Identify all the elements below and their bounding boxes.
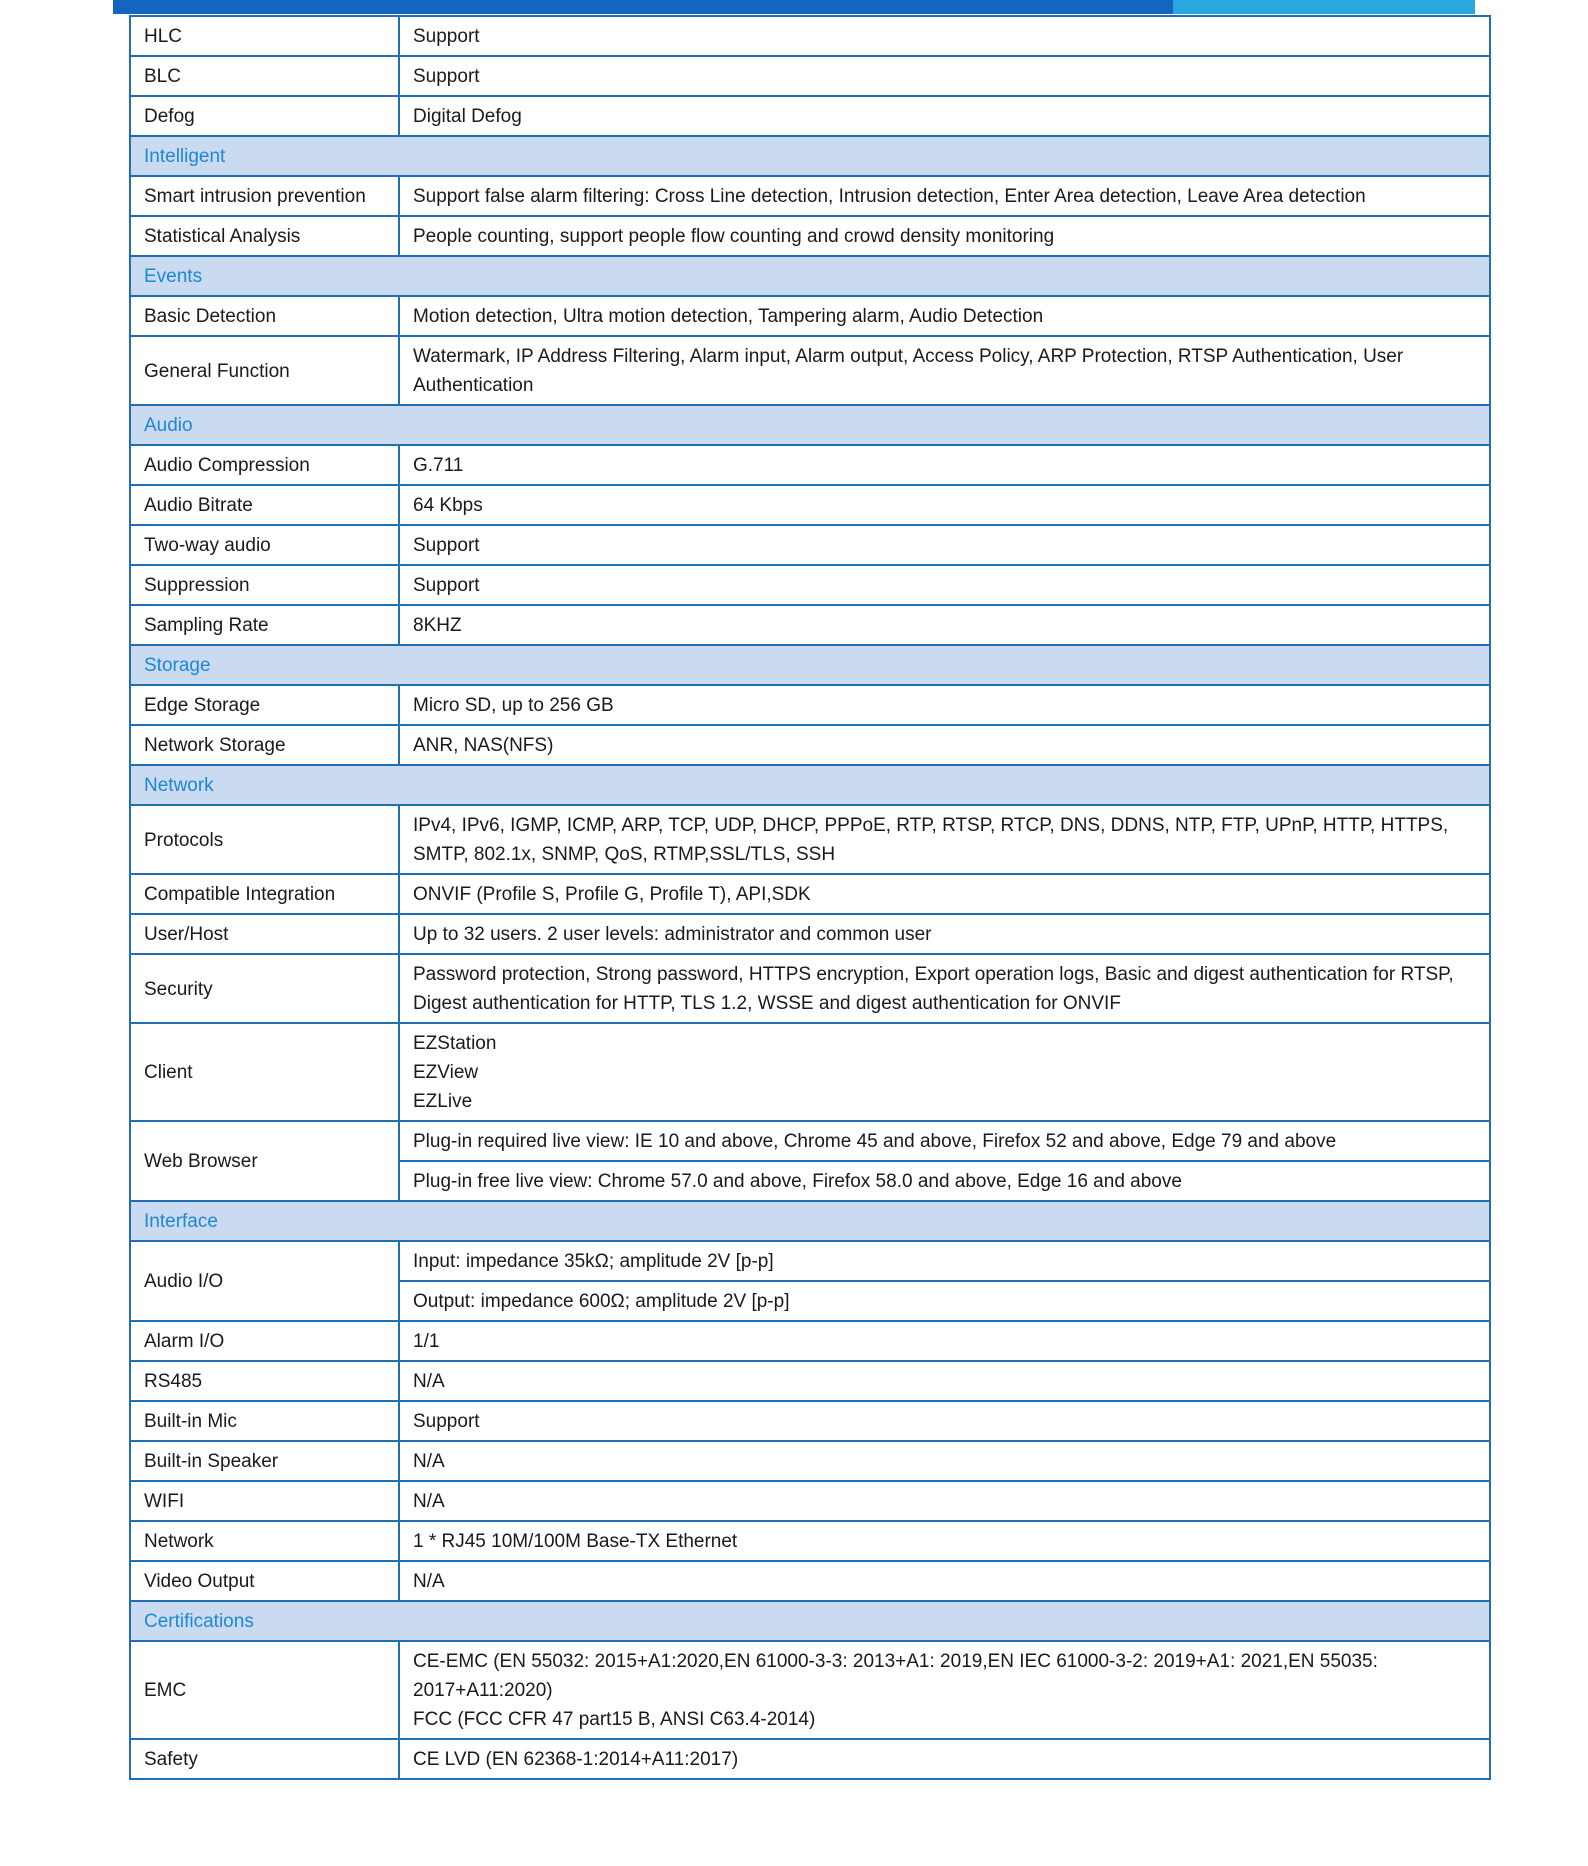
spec-row-built-in-mic <box>130 1401 1490 1441</box>
spec-label: Video Output <box>130 1561 399 1601</box>
spec-label: Edge Storage <box>130 685 399 725</box>
spec-row-client <box>130 1023 1490 1121</box>
spec-row-general-function <box>130 336 1490 405</box>
section-row-certifications <box>130 1601 1490 1641</box>
spec-label: Sampling Rate <box>130 605 399 645</box>
section-title: Events <box>130 256 1490 296</box>
spec-table-body <box>130 16 1490 1779</box>
spec-row-web-browser <box>130 1121 1490 1161</box>
spec-label: General Function <box>130 336 399 405</box>
spec-row-emc <box>130 1641 1490 1739</box>
spec-value: 8KHZ <box>399 605 1490 645</box>
spec-value: Plug-in required live view: IE 10 and above, Chrome 45 and above, Firefox 52 and above, Edge 79 and above <box>399 1121 1490 1161</box>
spec-label: Suppression <box>130 565 399 605</box>
spec-row-wifi <box>130 1481 1490 1521</box>
spec-label: HLC <box>130 16 399 56</box>
spec-row-protocols <box>130 805 1490 874</box>
spec-label: BLC <box>130 56 399 96</box>
spec-row-audio-compression <box>130 445 1490 485</box>
spec-label: Security <box>130 954 399 1023</box>
spec-row-statistical-analysis <box>130 216 1490 256</box>
spec-value: Motion detection, Ultra motion detection, Tampering alarm, Audio Detection <box>399 296 1490 336</box>
spec-label: Audio Bitrate <box>130 485 399 525</box>
spec-label: Alarm I/O <box>130 1321 399 1361</box>
spec-row-audio-bitrate <box>130 485 1490 525</box>
spec-value: Support <box>399 16 1490 56</box>
spec-value: Support <box>399 1401 1490 1441</box>
section-row-storage <box>130 645 1490 685</box>
spec-label: Audio Compression <box>130 445 399 485</box>
section-row-interface <box>130 1201 1490 1241</box>
spec-value: IPv4, IPv6, IGMP, ICMP, ARP, TCP, UDP, DHCP, PPPoE, RTP, RTSP, RTCP, DNS, DDNS, NTP, FTP, UPnP, HTTP, HTTPS, SMTP, 802.1x, SNMP, QoS, RTMP,SSL/TLS, SSH <box>399 805 1490 874</box>
spec-row-audio-i-o <box>130 1241 1490 1281</box>
spec-table <box>129 15 1491 1780</box>
spec-label: Protocols <box>130 805 399 874</box>
spec-value: Micro SD, up to 256 GB <box>399 685 1490 725</box>
spec-label: User/Host <box>130 914 399 954</box>
section-title: Interface <box>130 1201 1490 1241</box>
section-row-intelligent <box>130 136 1490 176</box>
spec-value: N/A <box>399 1441 1490 1481</box>
spec-label: Defog <box>130 96 399 136</box>
spec-value: 1/1 <box>399 1321 1490 1361</box>
spec-row-video-output <box>130 1561 1490 1601</box>
spec-value: CE LVD (EN 62368-1:2014+A11:2017) <box>399 1739 1490 1779</box>
spec-value: 64 Kbps <box>399 485 1490 525</box>
spec-value: Support <box>399 565 1490 605</box>
spec-value: Input: impedance 35kΩ; amplitude 2V [p-p] <box>399 1241 1490 1281</box>
spec-label: WIFI <box>130 1481 399 1521</box>
header-accent-bar-light <box>1173 0 1475 14</box>
header-accent-bar-dark <box>113 0 1173 14</box>
section-row-audio <box>130 405 1490 445</box>
spec-label: Compatible Integration <box>130 874 399 914</box>
spec-value: Plug-in free live view: Chrome 57.0 and above, Firefox 58.0 and above, Edge 16 and above <box>399 1161 1490 1201</box>
spec-row-basic-detection <box>130 296 1490 336</box>
section-title: Audio <box>130 405 1490 445</box>
spec-row-network-storage <box>130 725 1490 765</box>
spec-label: Client <box>130 1023 399 1121</box>
spec-value: G.711 <box>399 445 1490 485</box>
spec-value-line: EZStation <box>413 1033 497 1054</box>
spec-value: Watermark, IP Address Filtering, Alarm input, Alarm output, Access Policy, ARP Protection, RTSP Authentication, User Authentication <box>399 336 1490 405</box>
spec-value: Support <box>399 525 1490 565</box>
spec-value-line: CE-EMC (EN 55032: 2015+A1:2020,EN 61000-3-3: 2013+A1: 2019,EN IEC 61000-3-2: 2019+A1: 2021,EN 55035: 2017+A11:2020) <box>413 1651 1378 1701</box>
spec-row-blc <box>130 56 1490 96</box>
spec-row-hlc <box>130 16 1490 56</box>
spec-row-edge-storage <box>130 685 1490 725</box>
spec-label: Network <box>130 1521 399 1561</box>
section-title: Network <box>130 765 1490 805</box>
spec-label: Web Browser <box>130 1121 399 1201</box>
spec-label: Audio I/O <box>130 1241 399 1321</box>
spec-label: Built-in Speaker <box>130 1441 399 1481</box>
spec-row-security <box>130 954 1490 1023</box>
spec-label: Two-way audio <box>130 525 399 565</box>
spec-label: Safety <box>130 1739 399 1779</box>
spec-label: Statistical Analysis <box>130 216 399 256</box>
spec-row-compatible-integration <box>130 874 1490 914</box>
spec-value-line: EZView <box>413 1062 479 1083</box>
spec-row-user-host <box>130 914 1490 954</box>
spec-row-sampling-rate <box>130 605 1490 645</box>
spec-row-alarm-i-o <box>130 1321 1490 1361</box>
spec-value: N/A <box>399 1361 1490 1401</box>
spec-value-line: FCC (FCC CFR 47 part15 B, ANSI C63.4-2014) <box>413 1709 816 1730</box>
spec-row-defog <box>130 96 1490 136</box>
spec-label: RS485 <box>130 1361 399 1401</box>
spec-row-suppression <box>130 565 1490 605</box>
section-title: Certifications <box>130 1601 1490 1641</box>
spec-value: N/A <box>399 1561 1490 1601</box>
spec-value: Up to 32 users. 2 user levels: administrator and common user <box>399 914 1490 954</box>
spec-row-network <box>130 1521 1490 1561</box>
spec-label: Network Storage <box>130 725 399 765</box>
spec-value: ONVIF (Profile S, Profile G, Profile T), API,SDK <box>399 874 1490 914</box>
section-row-network <box>130 765 1490 805</box>
spec-label: Basic Detection <box>130 296 399 336</box>
section-title: Storage <box>130 645 1490 685</box>
header-accent-bar <box>113 0 1475 14</box>
section-title: Intelligent <box>130 136 1490 176</box>
spec-value: People counting, support people flow counting and crowd density monitoring <box>399 216 1490 256</box>
spec-value: Output: impedance 600Ω; amplitude 2V [p-p] <box>399 1281 1490 1321</box>
spec-value: ANR, NAS(NFS) <box>399 725 1490 765</box>
spec-label: Smart intrusion prevention <box>130 176 399 216</box>
spec-value <box>399 1023 1490 1121</box>
spec-row-two-way-audio <box>130 525 1490 565</box>
spec-value <box>399 1641 1490 1739</box>
section-row-events <box>130 256 1490 296</box>
spec-row-safety <box>130 1739 1490 1779</box>
spec-value: Digital Defog <box>399 96 1490 136</box>
spec-row-built-in-speaker <box>130 1441 1490 1481</box>
spec-label: Built-in Mic <box>130 1401 399 1441</box>
spec-row-smart-intrusion-prevention <box>130 176 1490 216</box>
spec-label: EMC <box>130 1641 399 1739</box>
spec-value: N/A <box>399 1481 1490 1521</box>
spec-value-line: EZLive <box>413 1091 473 1112</box>
spec-value: 1 * RJ45 10M/100M Base-TX Ethernet <box>399 1521 1490 1561</box>
spec-value: Support false alarm filtering: Cross Line detection, Intrusion detection, Enter Area detection, Leave Area detection <box>399 176 1490 216</box>
spec-value: Support <box>399 56 1490 96</box>
spec-row-rs485 <box>130 1361 1490 1401</box>
spec-value: Password protection, Strong password, HTTPS encryption, Export operation logs, Basic and digest authentication for RTSP, Digest authentication for HTTP, TLS 1.2, WSSE and digest authentication for ONVIF <box>399 954 1490 1023</box>
